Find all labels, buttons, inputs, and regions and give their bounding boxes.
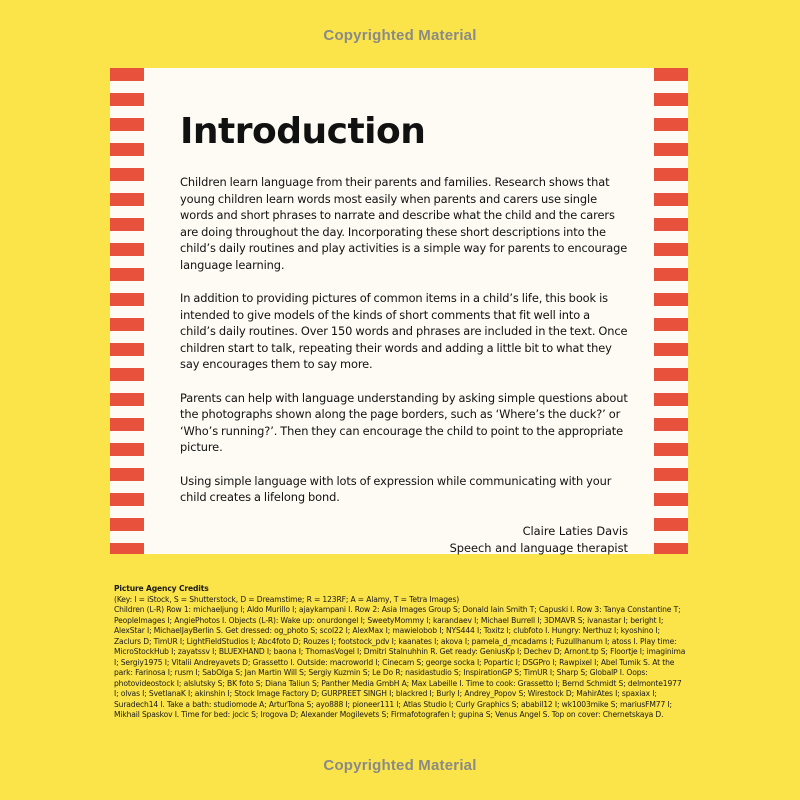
credits-key: (Key: I = iStock, S = Shutterstock, D = Dreamstime; R = 123RF; A = Alamy, T = Tetra Images) [114, 594, 460, 604]
intro-paragraph-3: Parents can help with language understanding by asking simple questions about the photographs shown along the page borders, such as ‘Where’s the duck?’ or ‘Who’s running?’. Then they can encourage the child to point to the appropriate picture. [180, 390, 628, 454]
watermark-bottom: Copyrighted Material [323, 757, 477, 774]
intro-card [110, 68, 688, 554]
picture-credits [114, 584, 688, 721]
intro-paragraph-4: Using simple language with lots of expression while communicating with your child creates a lifelong bond. [180, 473, 612, 504]
author-name: Claire Laties Davis [522, 523, 628, 538]
intro-paragraph-2: In addition to providing pictures of common items in a child’s life, this book is intended to give models of the kinds of short comments that fit well into a child’s daily routines. Over 150 words and phrases are included in the text. Once children start to talk, repeating their words and adding a little bit to what they say encourages them to say more. [180, 291, 628, 371]
intro-content [180, 108, 628, 557]
right-stripe-border [654, 68, 688, 554]
credits-title: Picture Agency Credits [114, 584, 209, 593]
watermark-top: Copyrighted Material [323, 27, 477, 44]
page-title: Introduction [180, 111, 426, 152]
left-stripe-border [110, 68, 144, 554]
intro-paragraph-1: Children learn language from their parents and families. Research shows that young children learn words most easily when parents and carers use single words and short phrases to narrate and describe what the child and the carers are doing throughout the day. Incorporating these short descriptions into the child’s daily routines and play activities is a simple way for parents to encourage language learning. [180, 175, 628, 272]
author-role: Speech and language therapist [449, 540, 628, 555]
credits-body: Children (L-R) Row 1: michaeljung I; Aldo Murillo I; ajaykampani I. Row 2: Asia Images Group S; Donald Iain Smith T; Capuski I. Row 3: Tanya Constantine T; PeopleImages I; AngiePhotos I. Objects (L-R): Wake up: onurdongel I; SweetyMommy I; karandaev I; Michael Burrell I; 3DMAVR S; ivanastar I; beright I; AlexStar I; MichaelJayBerlin S. Get dressed: og_photo S; scol22 I; AlexMax I; mawielobob I; NYS444 I; Toxitz I; clubfoto I. Hungry: Nerthuz I; kyoshino I; Zaclurs D; TimUR I; LightFieldStudios I; Abc4foto D; Rouzes I; footstock_pdv I; kaanates I; akova I; pamela_d_mcadams I; Fuzullhanum I; atoss I. Play time: MicroStockHub I; zayatssv I; BLUEXHAND I; baona I; ThomasVogel I; Dmitri Stalnuhhin R. Get ready: GeniusKp I; Dechev D; Arnont.tp S; Floortje I; imaginima I; Sergiy1975 I; Vitalii Andreyavets D; Grassetto I. Outside: macroworld I; Cinecam S; george socka I; Popartic I; DSGPro I; Rawpixel I; Abel Tumik S. At the park: Farinosa I; rusm I; SabOlga S; Jan Martin Will S; Sergiy Kuzmin S; Le Do R; nasidastudio S; InspirationGP S; TimUR I; Sharp S; GlobalP I. Oops: photovideostock I; alslutsky S; BK foto S; Diana Taliun S; Panther Media GmbH A; Max Labeille I. Time to cook: Grassetto I; Bernd Schmidt S; delmonte1977 I; olvas I; SvetlanaK I; akinshin I; Stock Image Factory D; GURPREET SINGH I; blackred I; Burly I; Andrey_Popov S; Wirestock D; MahirAtes I; spaxiax I; Suradech14 I. Take a bath: studiomode A; ArturTona S; ayo888 I; pioneer111 I; Atlas Studio I; Curly Graphics S; ababil12 I; wk1003mike S; mariusFM77 I; Mikhail Spaskov I. Time for bed: jocic S; Irogova D; Alexander Mogilevets S; Firmafotografen I; gupina S; Venus Angel S. Top on cover: Chernetskaya D. [114, 605, 686, 719]
signature [180, 523, 628, 557]
